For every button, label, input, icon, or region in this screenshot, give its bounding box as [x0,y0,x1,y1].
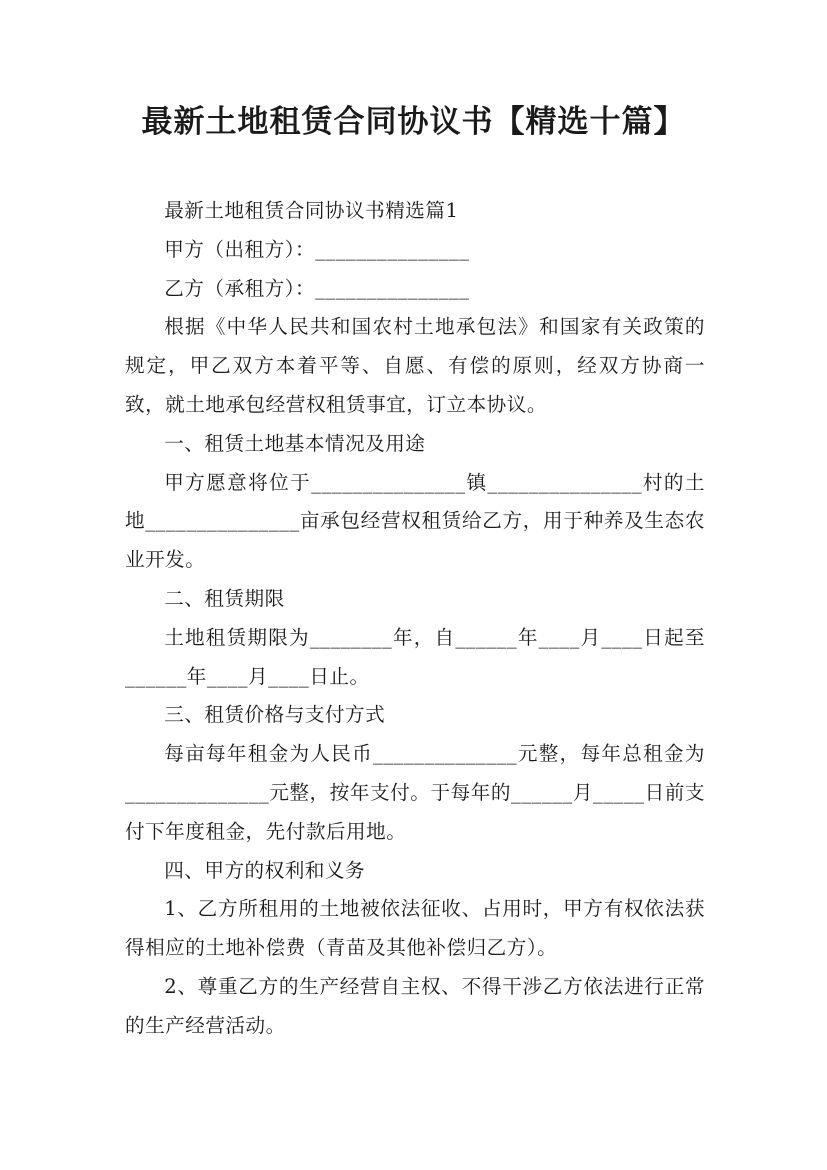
clause-heading: 二、租赁期限 [164,586,285,610]
document-body [125,192,705,1046]
page-title: 最新土地租赁合同协议书【精选十篇】 [141,104,686,140]
section-heading: 最新土地租赁合同协议书精选篇1 [164,199,459,222]
clause-paragraph: 甲方愿意将位于_______________镇_______________村的土地_______________亩承包经营权租赁给乙方，用于种养及生态农业开发。 [125,470,705,572]
clause-heading: 一、租赁土地基本情况及用途 [164,431,426,455]
clause-heading: 三、租赁价格与支付方式 [164,703,386,727]
clause-heading: 四、甲方的权利和义务 [164,858,366,882]
preamble-paragraph: 根据《中华人民共和国农村土地承包法》和国家有关政策的规定，甲乙双方本着平等、自愿、有偿的原则，经双方协商一致，就土地承包经营权租赁事宜，订立本协议。 [125,315,705,416]
party-b-line: 乙方（承租方）：_______________ [164,276,470,300]
party-a-line: 甲方（出租方）：_______________ [164,237,470,261]
clause-paragraph: 2、尊重乙方的生产经营自主权、不得干涉乙方依法进行正常的生产经营活动。 [125,974,705,1037]
clause-paragraph: 土地租赁期限为________年，自______年____月____日起至______年____月____日止。 [125,625,705,688]
clause-paragraph: 每亩每年租金为人民币______________元整，每年总租金为______________元整，按年支付。于每年的______月_____日前支付下年度租金，先付款后用地。 [125,742,705,843]
clause-paragraph: 1、乙方所租用的土地被依法征收、占用时，甲方有权依法获得相应的土地补偿费（青苗及其他补偿归乙方）。 [125,897,705,960]
